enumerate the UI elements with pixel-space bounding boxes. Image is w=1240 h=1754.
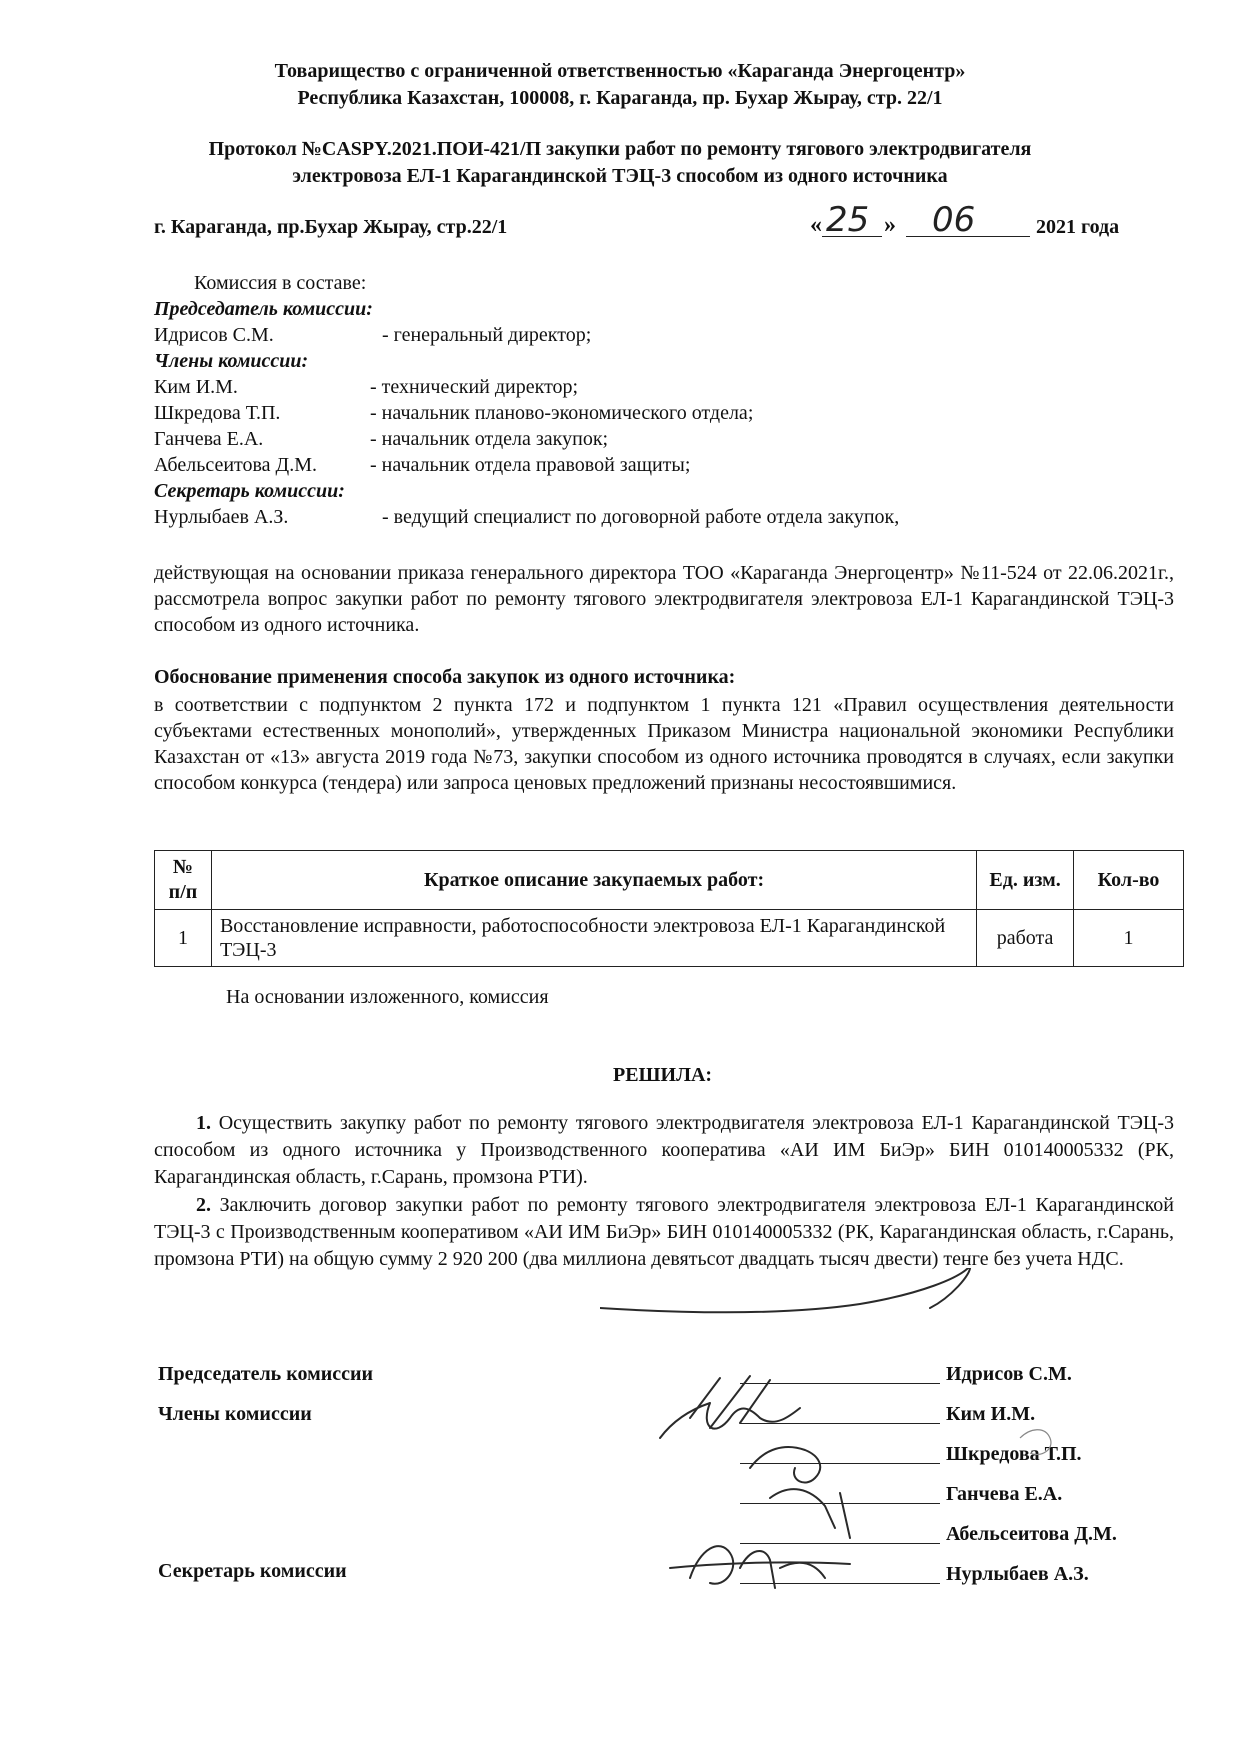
signatory-name: Нурлыбаев А.З. xyxy=(946,1563,1089,1585)
date-close-quote: » xyxy=(884,212,896,238)
chair-name: Идрисов С.М. xyxy=(154,324,274,346)
member-name: Ганчева Е.А. xyxy=(154,428,264,450)
signatory-name: Ким И.М. xyxy=(946,1403,1036,1425)
cell-num: 1 xyxy=(155,910,212,967)
signature-stroke xyxy=(690,1546,825,1588)
col-header-desc: Краткое описание закупаемых работ: xyxy=(211,851,976,910)
decision-item-text: Осуществить закупку работ по ремонту тягового электродвигателя электровоза ЕЛ-1 Карагандинской ТЭЦ-3 способом из одного источника у Производственного кооператива «АИ ИМ БиЭр» БИН 010140005332 (РК, Карагандинская область, г.Сарань, промзона РТИ). xyxy=(154,1112,1175,1188)
signature-stroke xyxy=(1020,1430,1051,1455)
signature-stroke xyxy=(600,1268,970,1312)
member-role: - начальник отдела правовой защиты; xyxy=(370,454,691,476)
organization-name: Товарищество с ограниченной ответственностью «Караганда Энергоцентр» xyxy=(274,60,966,82)
cell-unit: работа xyxy=(977,910,1074,967)
col-header-num: № п/п xyxy=(155,851,212,910)
protocol-title-line1: Протокол №CASPY.2021.ПОИ-421/П закупки работ по ремонту тягового электродвигателя xyxy=(208,138,1032,160)
organization-address: Республика Казахстан, 100008, г. Караганда, пр. Бухар Жырау, стр. 22/1 xyxy=(297,87,943,109)
date-month: 06 xyxy=(932,200,976,240)
decision-heading: РЕШИЛА: xyxy=(613,1064,713,1086)
chair-heading: Председатель комиссии: xyxy=(154,298,373,320)
date-day-underline xyxy=(822,236,882,237)
date-day: 25 xyxy=(826,200,870,240)
signature-stroke xyxy=(750,1447,820,1483)
protocol-title xyxy=(100,136,1140,190)
decision-item xyxy=(154,1110,1174,1191)
member-name: Ким И.М. xyxy=(154,376,238,398)
signature-stroke xyxy=(770,1489,850,1538)
signatory-name: Ганчева Е.А. xyxy=(946,1483,1063,1505)
date-year: 2021 года xyxy=(1036,216,1120,238)
secretary-signature-label: Секретарь комиссии xyxy=(158,1560,347,1582)
members-signature-label: Члены комиссии xyxy=(158,1403,312,1425)
document-place: г. Караганда, пр.Бухар Жырау, стр.22/1 xyxy=(154,216,508,238)
date-month-underline xyxy=(906,236,1030,237)
basis-paragraph: действующая на основании приказа генерального директора ТОО «Караганда Энергоцентр» №11-524 от 22.06.2021г., рассмотрела вопрос закупки работ по ремонту тягового электродвигателя электровоза ЕЛ-1 Карагандинской ТЭЦ-3 способом из одного источника. xyxy=(154,562,1174,636)
member-role: - начальник отдела закупок; xyxy=(370,428,609,450)
decision-item-text: Заключить договор закупки работ по ремонту тягового электродвигателя электровоза ЕЛ-1 Карагандинской ТЭЦ-3 с Производственным кооперативом «АИ ИМ БиЭр» БИН 010140005332 (РК, Карагандинская область, г.Сарань, промзона РТИ) на общую сумму 2 920 200 (два миллиона девятьсот двадцать тысяч двести) тенге без учета НДС. xyxy=(154,1194,1174,1270)
cell-qty: 1 xyxy=(1074,910,1184,967)
signatory-name: Абельсеитова Д.М. xyxy=(946,1523,1117,1545)
organization-header xyxy=(100,58,1140,112)
signature-stroke xyxy=(690,1376,770,1428)
justification-heading: Обоснование применения способа закупок из одного источника: xyxy=(154,666,736,688)
chair-role: - генеральный директор; xyxy=(382,324,592,346)
member-name: Шкредова Т.П. xyxy=(154,402,281,424)
justification-text: в соответствии с подпунктом 2 пункта 172 и подпунктом 1 пункта 121 «Правил осуществления деятельности субъектами естественных монополий», утвержденных Приказом Министра национальной экономики Республики Казахстан от «13» августа 2019 года №73, закупки способом из одного источника проводятся в случаях, если закупки способом конкурса (тендера) или запроса ценовых предложений признаны несостоявшимися. xyxy=(154,694,1174,794)
member-name: Абельсеитова Д.М. xyxy=(154,454,317,476)
signature-stroke xyxy=(660,1403,800,1438)
procurement-table xyxy=(154,850,1184,967)
col-header-qty: Кол-во xyxy=(1074,851,1184,910)
decision-item-num: 1. xyxy=(196,1112,211,1134)
secretary-name: Нурлыбаев А.З. xyxy=(154,506,289,528)
signatory-name: Идрисов С.М. xyxy=(946,1363,1072,1385)
conclusion-intro: На основании изложенного, комиссия xyxy=(226,986,549,1008)
decision-item-num: 2. xyxy=(196,1194,211,1216)
member-role: - технический директор; xyxy=(370,376,579,398)
cell-desc: Восстановление исправности, работоспособности электровоза ЕЛ-1 Карагандинской ТЭЦ-3 xyxy=(211,910,976,967)
col-header-unit: Ед. изм. xyxy=(977,851,1074,910)
signatory-name: Шкредова Т.П. xyxy=(946,1443,1082,1465)
commission-intro: Комиссия в составе: xyxy=(194,272,367,294)
secretary-role: - ведущий специалист по договорной работе отдела закупок, xyxy=(382,506,900,528)
handwritten-signatures xyxy=(600,1268,1240,1608)
table-header-row xyxy=(155,851,1184,910)
protocol-title-line2: электровоза ЕЛ-1 Карагандинской ТЭЦ-3 способом из одного источника xyxy=(292,165,948,187)
table-row xyxy=(155,910,1184,967)
member-role: - начальник планово-экономического отдела; xyxy=(370,402,754,424)
secretary-heading: Секретарь комиссии: xyxy=(154,480,345,502)
decision-item xyxy=(154,1192,1174,1273)
chair-signature-label: Председатель комиссии xyxy=(158,1363,374,1385)
date-open-quote: « xyxy=(810,212,822,238)
members-heading: Члены комиссии: xyxy=(154,350,309,372)
